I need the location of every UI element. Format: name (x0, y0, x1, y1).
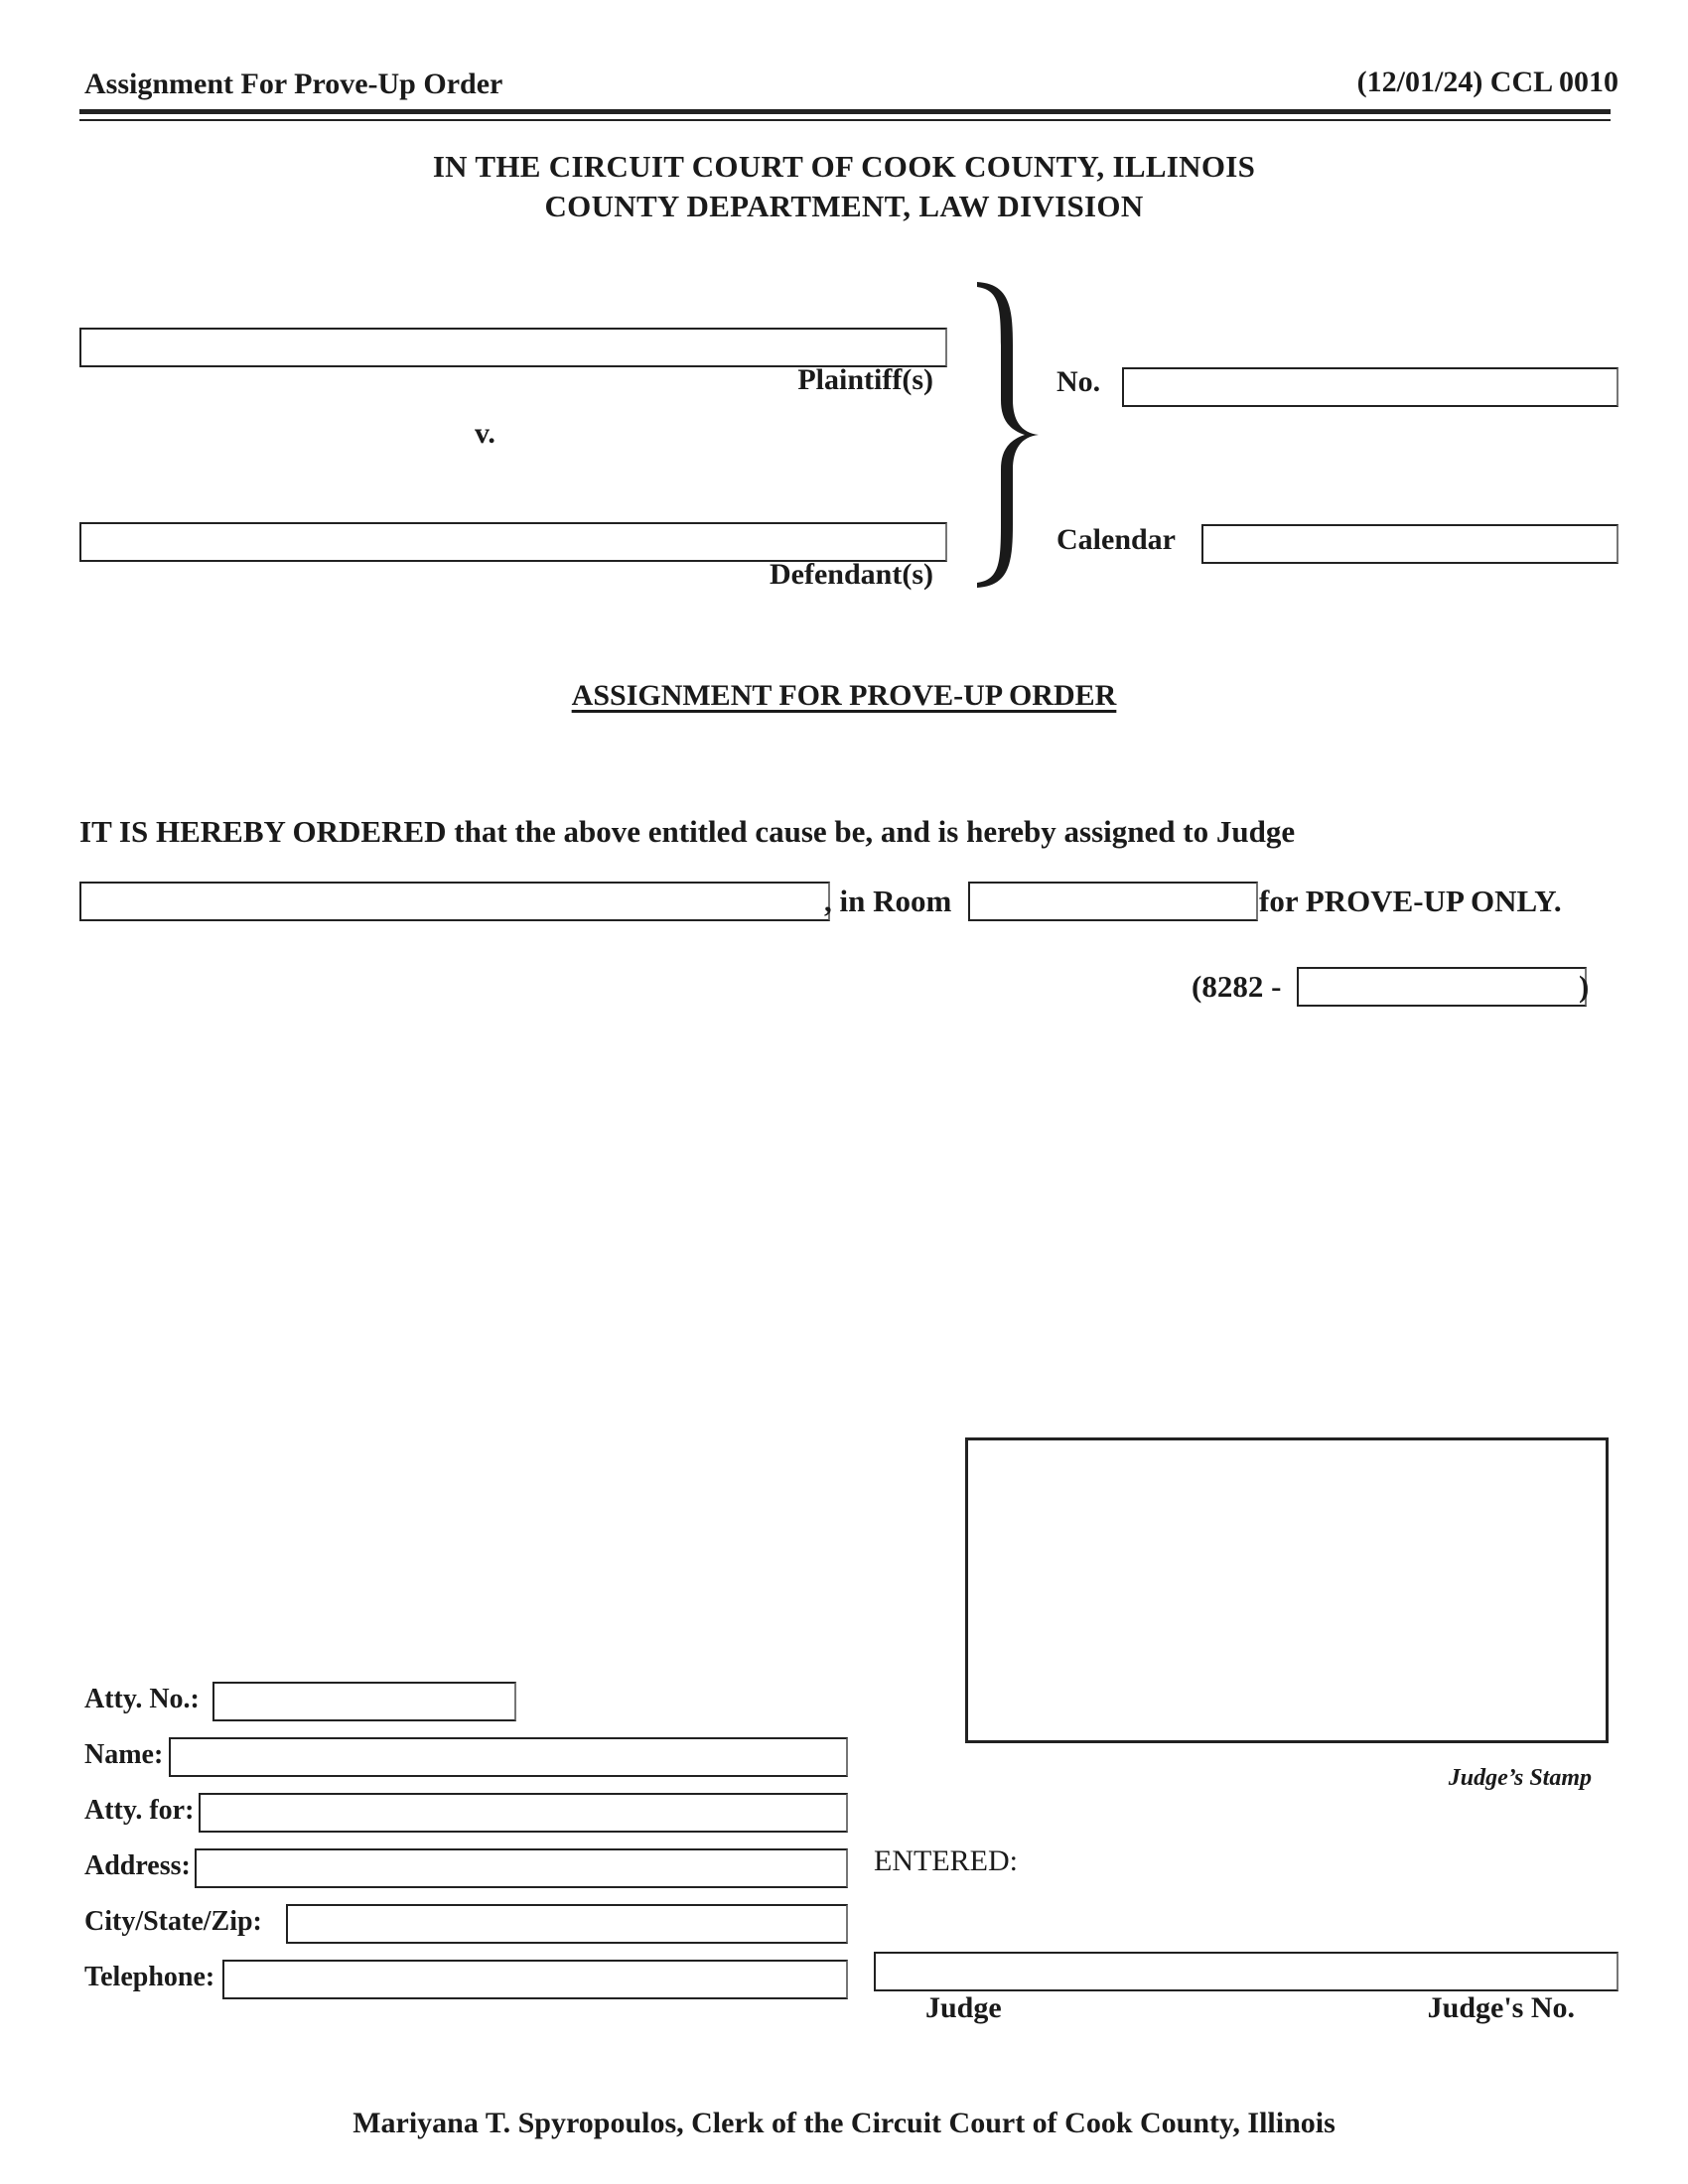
entered-label: ENTERED: (874, 1844, 1018, 1877)
atty-no-field[interactable] (212, 1682, 516, 1721)
judge-stamp-box (965, 1437, 1609, 1743)
defendant-label: Defendant(s) (770, 558, 933, 591)
address-label: Address: (84, 1850, 191, 1881)
in-room-label: , in Room (824, 884, 952, 918)
form-code: (12/01/24) CCL 0010 (1356, 66, 1618, 98)
code-prefix: (8282 - (1192, 969, 1282, 1004)
order-title: ASSIGNMENT FOR PROVE-UP ORDER (571, 679, 1117, 712)
case-number-field[interactable] (1122, 367, 1618, 407)
court-division: COUNTY DEPARTMENT, LAW DIVISION (544, 189, 1144, 223)
judge-name-field[interactable] (79, 882, 830, 921)
defendant-field[interactable] (79, 522, 947, 562)
versus-label: v. (475, 417, 495, 450)
order-statement (79, 814, 1295, 850)
header-rule-thick (79, 109, 1611, 114)
order-lead: IT IS HEREBY ORDERED (79, 814, 447, 849)
city-state-zip-field[interactable] (286, 1904, 848, 1944)
case-number-label: No. (1056, 365, 1101, 398)
code-field[interactable] (1297, 967, 1590, 1007)
order-rest: that the above entitled cause be, and is hereby assigned to Judge (446, 814, 1296, 849)
caption-brace (973, 276, 1043, 594)
telephone-label: Telephone: (84, 1962, 215, 1992)
calendar-field[interactable] (1201, 524, 1618, 564)
city-state-zip-label: City/State/Zip: (84, 1906, 262, 1937)
court-name: IN THE CIRCUIT COURT OF COOK COUNTY, ILLINOIS (432, 149, 1256, 184)
telephone-field[interactable] (222, 1960, 848, 1999)
room-field[interactable] (968, 882, 1258, 921)
atty-for-label: Atty. for: (84, 1795, 195, 1826)
plaintiff-field[interactable] (79, 328, 947, 367)
judge-number-label: Judge's No. (1427, 1991, 1575, 2024)
atty-no-label: Atty. No.: (84, 1684, 200, 1714)
judge-label: Judge (925, 1991, 1002, 2024)
address-field[interactable] (195, 1848, 848, 1888)
header-rule-thin (79, 119, 1611, 121)
name-field[interactable] (169, 1737, 848, 1777)
judge-stamp-label: Judge’s Stamp (1448, 1765, 1592, 1791)
form-title-header: Assignment For Prove-Up Order (84, 68, 503, 100)
prove-up-only-label: for PROVE-UP ONLY. (1259, 884, 1562, 918)
code-suffix: ) (1579, 969, 1590, 1004)
plaintiff-label: Plaintiff(s) (797, 363, 933, 396)
judge-signature-field[interactable] (874, 1952, 1618, 1991)
clerk-footer: Mariyana T. Spyropoulos, Clerk of the Circuit Court of Cook County, Illinois (352, 2107, 1336, 2139)
calendar-label: Calendar (1056, 523, 1176, 556)
name-label: Name: (84, 1739, 164, 1770)
atty-for-field[interactable] (199, 1793, 848, 1833)
